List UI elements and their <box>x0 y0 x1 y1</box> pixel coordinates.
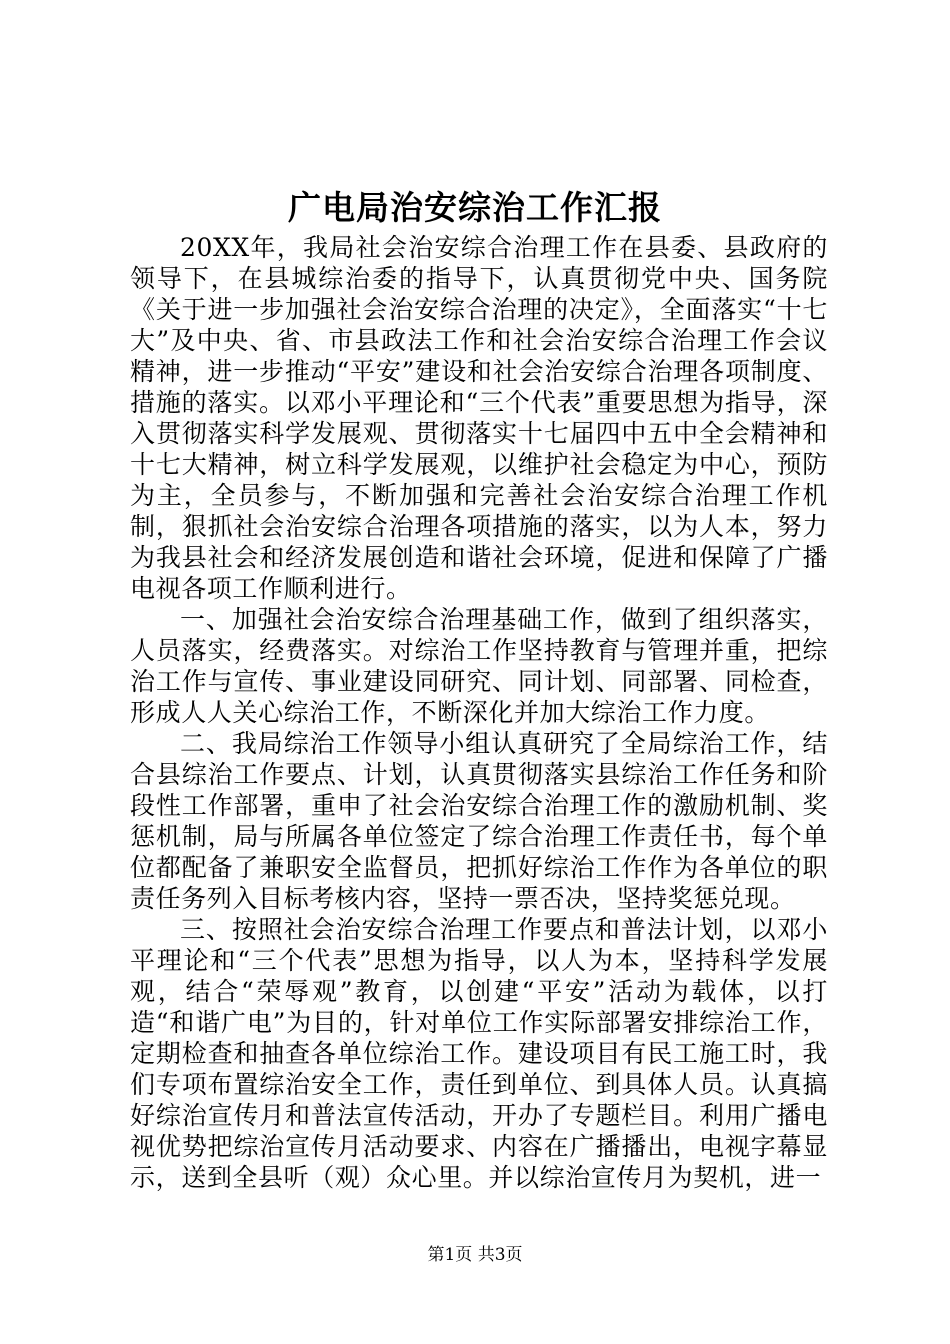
paragraph-section-1: 一、加强社会治安综合治理基础工作，做到了组织落实，人员落实，经费落实。对综治工作坚持教育与管理并重，把综治工作与宣传、事业建设同研究、同计划、同部署、同检查，形成人人关心综治工作，不断深化并加大综治工作力度。 <box>130 605 828 727</box>
document-body <box>130 232 828 1193</box>
document-title: 广电局治安综治工作汇报 <box>288 188 662 227</box>
page-number-footer: 第1页 共3页 <box>427 1245 523 1265</box>
paragraph-section-2: 二、我局综治工作领导小组认真研究了全局综治工作，结合县综治工作要点、计划，认真贯彻落实县综治工作任务和阶段性工作部署，重申了社会治安综合治理工作的激励机制、奖惩机制，局与所属各单位签定了综合治理工作责任书，每个单位都配备了兼职安全监督员，把抓好综治工作作为各单位的职责任务列入目标考核内容，坚持一票否决，坚持奖惩兑现。 <box>130 729 828 913</box>
paragraph-intro: 20XX年，我局社会治安综合治理工作在县委、县政府的领导下，在县城综治委的指导下，认真贯彻党中央、国务院《关于进一步加强社会治安综合治理的决定》，全面落实“十七大”及中央、省、市县政法工作和社会治安综合治理工作会议精神，进一步推动“平安”建设和社会治安综合治理各项制度、措施的落实。以邓小平理论和“三个代表”重要思想为指导，深入贯彻落实科学发展观、贯彻落实十七届四中五中全会精神和十七大精神，树立科学发展观，以维护社会稳定为中心，预防为主，全员参与，不断加强和完善社会治安综合治理工作机制，狠抓社会治安综合治理各项措施的落实，以为人本，努力为我县社会和经济发展创造和谐社会环境，促进和保障了广播电视各项工作顺利进行。 <box>130 233 828 603</box>
paragraph-section-3: 三、按照社会治安综合治理工作要点和普法计划，以邓小平理论和“三个代表”思想为指导，以人为本，坚持科学发展观，结合“荣辱观”教育，以创建“平安”活动为载体，以打造“和谐广电”为目的，针对单位工作实际部署安排综治工作，定期检查和抽查各单位综治工作。建设项目有民工施工时，我们专项布置综治安全工作，责任到单位、到具体人员。认真搞好综治宣传月和普法宣传活动，开办了专题栏目。利用广播电视优势把综治宣传月活动要求、内容在广播播出，电视字幕显示，送到全县听（观）众心里。并以综治宣传月为契机，进一 <box>130 915 828 1192</box>
